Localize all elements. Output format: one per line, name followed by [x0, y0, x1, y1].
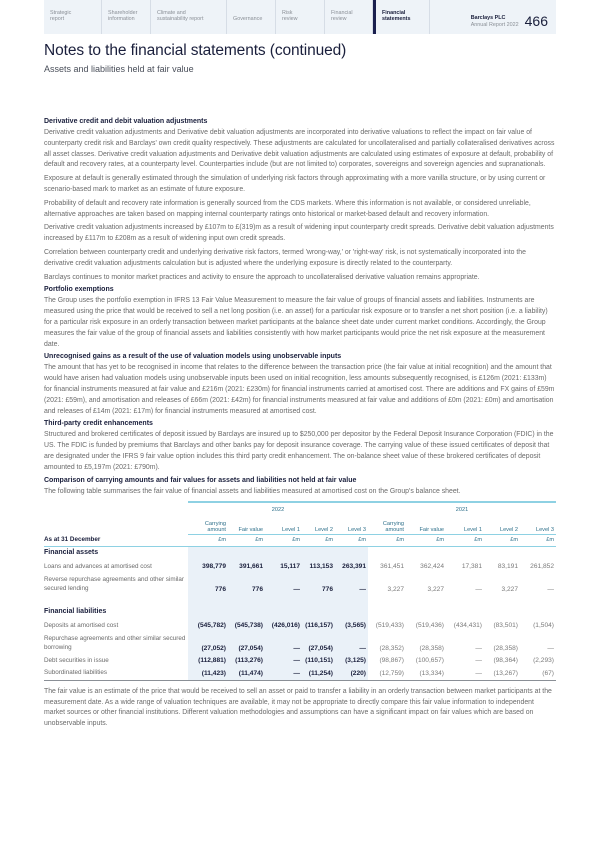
col-header: Fair value	[228, 516, 265, 534]
section-heading-dcva: Derivative credit and debit valuation adjustments	[44, 118, 208, 125]
section-label: Financial liabilities	[44, 608, 107, 616]
cell-2022: 391,661	[228, 560, 265, 573]
main-content	[44, 116, 556, 733]
cell-2022: 776	[188, 573, 228, 595]
section-label: Financial assets	[44, 549, 99, 557]
section-heading-unrecognised-gains: Unrecognised gains as a result of the use of valuation models using unobservable inputs	[44, 353, 342, 361]
cell-2022: 263,391	[335, 560, 368, 573]
section-heading-portfolio-exemptions: Portfolio exemptions	[44, 286, 114, 294]
nav-strategic-report[interactable]: Strategic report	[44, 0, 102, 34]
nav-governance[interactable]: Governance	[227, 0, 276, 34]
brand-name: Barclays PLC	[470, 15, 506, 22]
year-2021-header: 2021	[368, 502, 556, 516]
paragraph: Structured and brokered certificates of deposit issued by Barclays are insured up to $250,000 per depositor by the Federal Deposit Insurance Corporation (FDIC) in the US. The FDIC is funded by premiums that Barclays and other banks pay for deposit insurance coverage. The carrying value of these issued certificates of deposit that are designated under the IFRS 9 fair value option includes this third party credit enhancement. The on-balance sheet value of these brokered certificates of deposit amounted to £5,197m (2021: £790m).	[44, 431, 554, 471]
cell-2021: (28,358)	[493, 645, 518, 653]
row-label: Repurchase agreements and other similar secured borrowing	[44, 635, 186, 651]
cell-2022: 15,117	[265, 560, 302, 573]
assets-rows	[44, 560, 556, 595]
row-label: Deposits at amortised cost	[44, 621, 119, 629]
nav-risk-review[interactable]: Risk review	[276, 0, 325, 34]
paragraph: Barclays continues to monitor market practices and activity to ensure the approach to uncollateralised derivative valuation remains appropriate.	[44, 273, 480, 281]
cell-2021: 83,191	[497, 563, 518, 571]
unit-label: £m	[484, 534, 520, 546]
cell-2022: (220)	[335, 667, 368, 680]
paragraph: Exposure at default is generally estimated through the simulation of underlying risk factors through approximating with a more vanilla structure, or by using current or scenario-based mark to market as an estimate of future exposure.	[44, 175, 546, 193]
table-row	[44, 560, 556, 573]
cell-2021: (13,334)	[406, 667, 446, 680]
brand-block	[430, 0, 556, 34]
nav-shareholder-information[interactable]: Shareholder information	[102, 0, 151, 34]
cell-2022: 776	[302, 573, 335, 595]
unit-label: £m	[302, 534, 335, 546]
cell-2021: (83,501)	[493, 622, 518, 630]
nav-financial-review[interactable]: Financial review	[325, 0, 373, 34]
table-row	[44, 573, 556, 595]
table-row	[44, 667, 556, 680]
cell-2021: (67)	[520, 667, 556, 680]
page-title: Notes to the financial statements (continued)	[44, 42, 347, 59]
cell-2022: —	[265, 573, 302, 595]
cell-2022: (113,276)	[228, 654, 265, 667]
cell-2021: (98,867)	[379, 657, 404, 665]
cell-2022: (545,782)	[188, 619, 228, 632]
cell-2022: (426,016)	[265, 619, 302, 632]
cell-2021: —	[475, 657, 482, 665]
cell-2021: —	[547, 645, 554, 653]
cell-2021: (12,759)	[368, 667, 406, 680]
cell-2021: 261,852	[530, 563, 554, 571]
cell-2022: (112,881)	[188, 654, 228, 667]
cell-2022: (3,565)	[335, 619, 368, 632]
col-header: Level 2	[484, 516, 520, 534]
row-label: Debt securities in issue	[44, 656, 109, 664]
row-label: Subordinated liabilities	[44, 667, 188, 680]
cell-2021: 17,381	[461, 563, 482, 571]
section-heading-comparison: Comparison of carrying amounts and fair values for assets and liabilities not held at fair value	[44, 476, 357, 484]
cell-2021: (98,364)	[493, 657, 518, 665]
cell-2022: —	[265, 654, 302, 667]
year-2022-header: 2022	[188, 502, 368, 516]
cell-2022: (545,738)	[228, 619, 265, 632]
closing-paragraph: The fair value is an estimate of the price that would be received to sell an asset or paid to transfer a liability in an orderly transaction between market participants at the measurement date. As a wide range of valuation techniques are available, it may not be appropriate to directly compare this fair value information to independent market sources or other financial institutions. Different valuation methodologies and assumptions can have a significant impact on fair values which are based on unobservable inputs.	[44, 687, 552, 728]
cell-2021: (28,352)	[379, 645, 404, 653]
cell-2022: (27,054)	[228, 632, 265, 654]
paragraph: Probability of default and recovery rate information is generally sourced from the CDS markets. Where this information is not available, or considered unreliable, alternative approaches are taken based on mapping internal counterparty ratings onto historical or market-based default and recovery information.	[44, 199, 531, 218]
section-row-liabilities	[44, 605, 556, 619]
row-label-header: As at 31 December	[44, 534, 188, 546]
row-label: Reverse repurchase agreements and other similar secured lending	[44, 576, 184, 592]
cell-2022: (3,125)	[335, 654, 368, 667]
cell-2021: 3,227	[387, 586, 404, 594]
paragraph: The Group uses the portfolio exemption in IFRS 13 Fair Value Measurement to measure the fair value of groups of financial assets and liabilities. Instruments are measured using the price that would be received to sell a net long position (i.e. an asset) for a particular risk exposure or to transfer a net short position (i.e. a liability) for a particular risk exposure in an orderly transaction between market participants at the balance sheet date under current market conditions. Accordingly, the Group measures the fair value of the group of financial assets and liabilities consistently with how market participants would price the net risk exposure at the measurement date.	[44, 297, 548, 348]
cell-2021: 362,424	[420, 563, 444, 571]
col-header: Level 2	[302, 516, 335, 534]
unit-label: £m	[228, 534, 265, 546]
cell-2021: (519,433)	[375, 622, 404, 630]
paragraph: The following table summarises the fair value of financial assets and liabilities measured at amortised cost on the Group's balance sheet.	[44, 487, 461, 495]
unit-label: £m	[368, 534, 406, 546]
unit-label: £m	[265, 534, 302, 546]
cell-2022: (11,423)	[188, 667, 228, 680]
cell-2022: (110,151)	[302, 654, 335, 667]
top-navigation	[44, 0, 556, 34]
cell-2022: 398,779	[188, 560, 228, 573]
row-label: Loans and advances at amortised cost	[44, 562, 152, 570]
cell-2022: 113,153	[302, 560, 335, 573]
cell-2021: 361,451	[380, 563, 404, 571]
cell-2021: (100,657)	[415, 657, 444, 665]
col-header: Level 1	[446, 516, 484, 534]
page-number: 466	[524, 13, 548, 29]
cell-2021: (1,504)	[533, 622, 554, 630]
unit-label: £m	[335, 534, 368, 546]
cell-2022: —	[265, 667, 302, 680]
cell-2022: (11,474)	[228, 667, 265, 680]
unit-label: £m	[520, 534, 556, 546]
nav-climate-sustainability[interactable]: Climate and sustainability report	[151, 0, 227, 34]
section-heading-third-party: Third-party credit enhancements	[44, 420, 153, 428]
cell-2022: (11,254)	[302, 667, 335, 680]
paragraph: The amount that has yet to be recognised in income that relates to the difference between the transaction price (the fair value at initial recognition) and the amount that would have arisen had valuation models using unobservable inputs been used on initial recognition, less amounts subsequently recognised, is £126m (2021: £133m) for financial instruments measured at fair value and £216m (2021: £230m) for financial instruments carried at amortised cost. There are additions and FX gains of £59m (2021: £59m), and amortisation and releases of £66m (2021: £42m) for financial instruments measured at fair value and additions of £0m (2021: £0m) and amortisation and releases of £14m (2021: £17m) for financial instruments measured at amortised cost.	[44, 364, 555, 415]
unit-label: £m	[188, 534, 228, 546]
col-header: Level 3	[335, 516, 368, 534]
cell-2022: —	[335, 632, 368, 654]
fair-value-comparison-table	[44, 501, 556, 681]
cell-2021: (2,293)	[533, 657, 554, 665]
cell-2022: —	[335, 573, 368, 595]
cell-2021: (13,267)	[484, 667, 520, 680]
paragraph: Derivative credit valuation adjustments and Derivative debit valuation adjustments are incorporated into derivative valuations to reflect the impact on fair value of counterparty credit risk and Barclays' own credit quality respectively. These adjustments are calculated for uncollateralised and partially collateralised derivatives across all asset classes. Derivative credit valuation adjustments and Derivative debit valuation adjustments are calculated using estimates of exposure at default, probability of default and recovery rates, at a counterparty level. Counterparties include (but are not limited to) corporates, sovereigns and sovereign agencies and supranationals.	[44, 129, 555, 169]
report-name: Annual Report 2022	[470, 21, 519, 28]
cell-2021: —	[475, 586, 482, 594]
unit-row	[44, 534, 556, 546]
cell-2022: (116,157)	[302, 619, 335, 632]
cell-2021: (28,358)	[419, 645, 444, 653]
col-header: Carrying amount	[368, 516, 406, 534]
cell-2022: 776	[228, 573, 265, 595]
cell-2022: (27,054)	[302, 632, 335, 654]
cell-2021: —	[446, 667, 484, 680]
unit-label: £m	[446, 534, 484, 546]
cell-2021: (519,436)	[415, 622, 444, 630]
table-row	[44, 654, 556, 667]
cell-2021: 3,227	[427, 586, 444, 594]
section-row-assets	[44, 546, 556, 560]
paragraph: Derivative credit valuation adjustments increased by £107m to £(319)m as a result of widening input counterparty credit spreads. Derivative debit valuation adjustments increased by £117m to £208m as a result of widening input own credit spreads.	[44, 224, 554, 243]
table-row	[44, 632, 556, 654]
col-header: Fair value	[406, 516, 446, 534]
column-header-row	[44, 516, 556, 534]
cell-2022: —	[265, 632, 302, 654]
cell-2021: —	[475, 645, 482, 653]
cell-2021: —	[547, 586, 554, 594]
page-subtitle: Assets and liabilities held at fair value	[44, 64, 194, 74]
col-header: Level 3	[520, 516, 556, 534]
cell-2021: 3,227	[501, 586, 518, 594]
unit-label: £m	[406, 534, 446, 546]
col-header: Level 1	[265, 516, 302, 534]
paragraph: Correlation between counterparty credit and underlying derivative risk factors, termed 'wrong-way,' or 'right-way' risk, is not systematically incorporated into the derivative credit valuation adjustments calculation but is adjusted where the underlying exposure is directly related to the counterparty.	[44, 248, 526, 267]
cell-2021: (434,431)	[453, 622, 482, 630]
table-row	[44, 619, 556, 632]
liabilities-rows	[44, 619, 556, 680]
nav-financial-statements[interactable]: Financial statements	[373, 0, 430, 34]
col-header: Carrying amount	[188, 516, 228, 534]
cell-2022: (27,052)	[188, 632, 228, 654]
year-header-row	[44, 502, 556, 516]
